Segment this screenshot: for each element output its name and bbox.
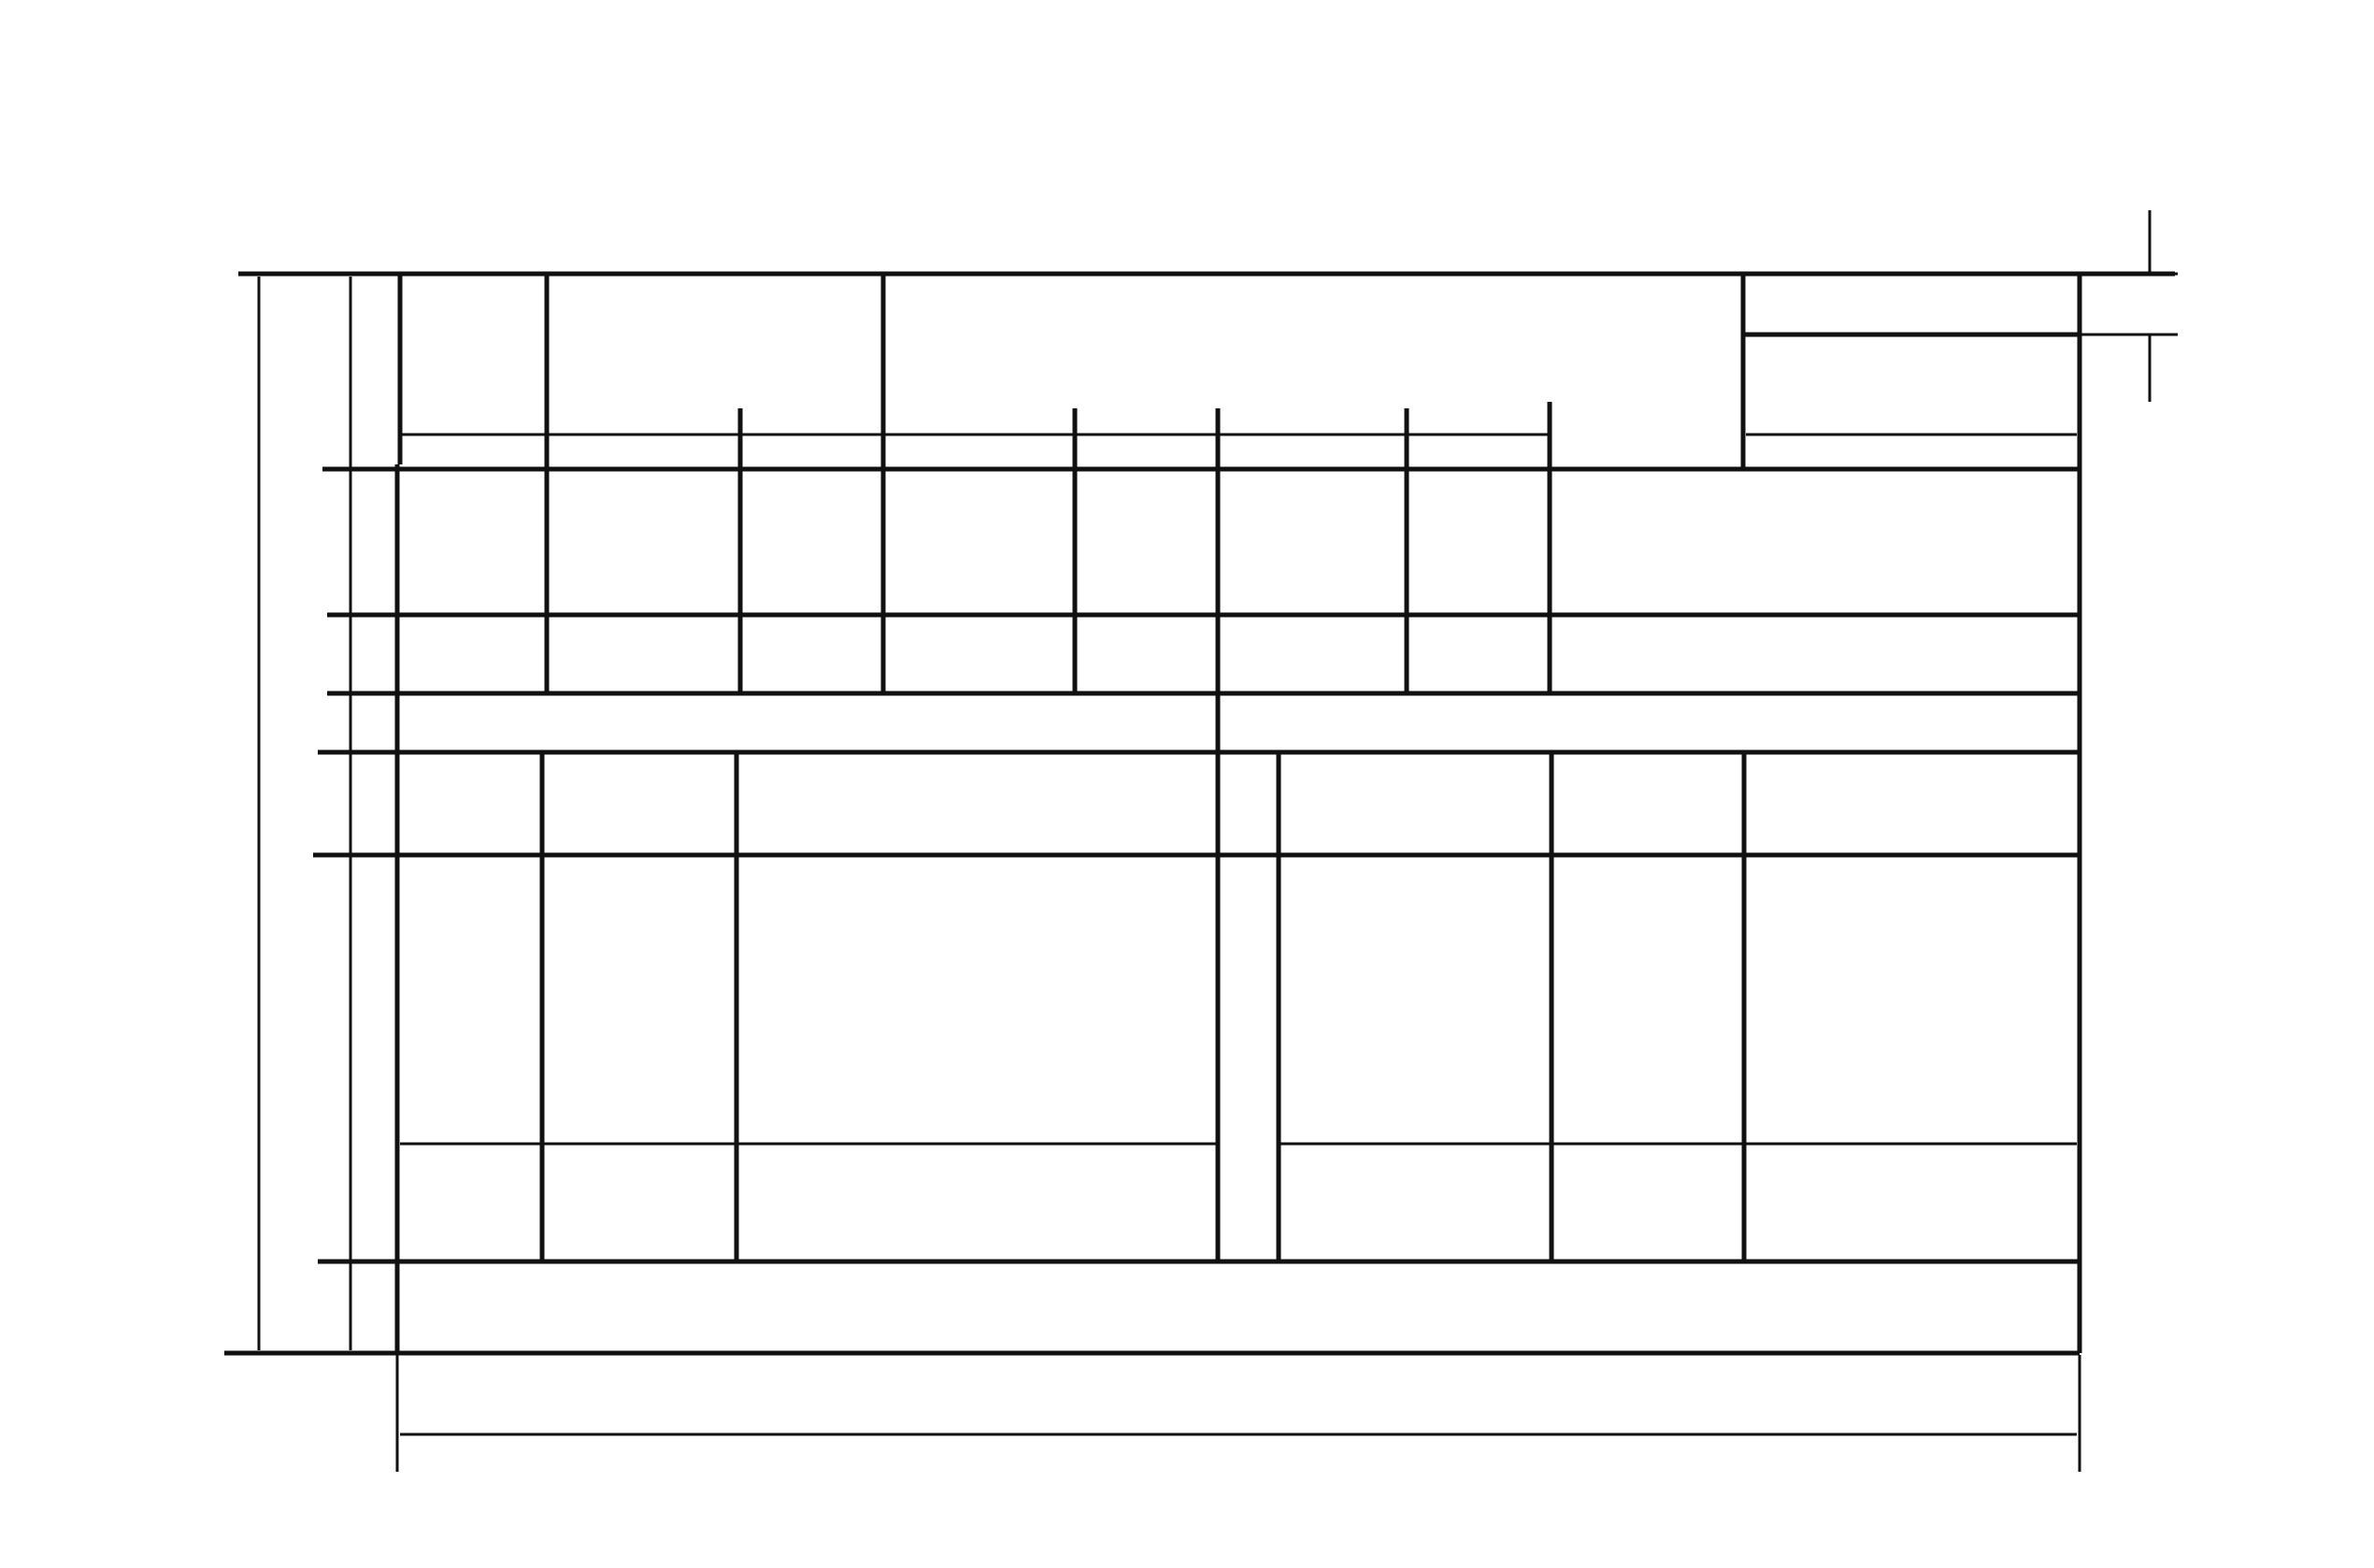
total-width-dimension [397, 1355, 2080, 1472]
height-dimensions [259, 277, 400, 1350]
replaces-height-dimension [2081, 210, 2178, 402]
